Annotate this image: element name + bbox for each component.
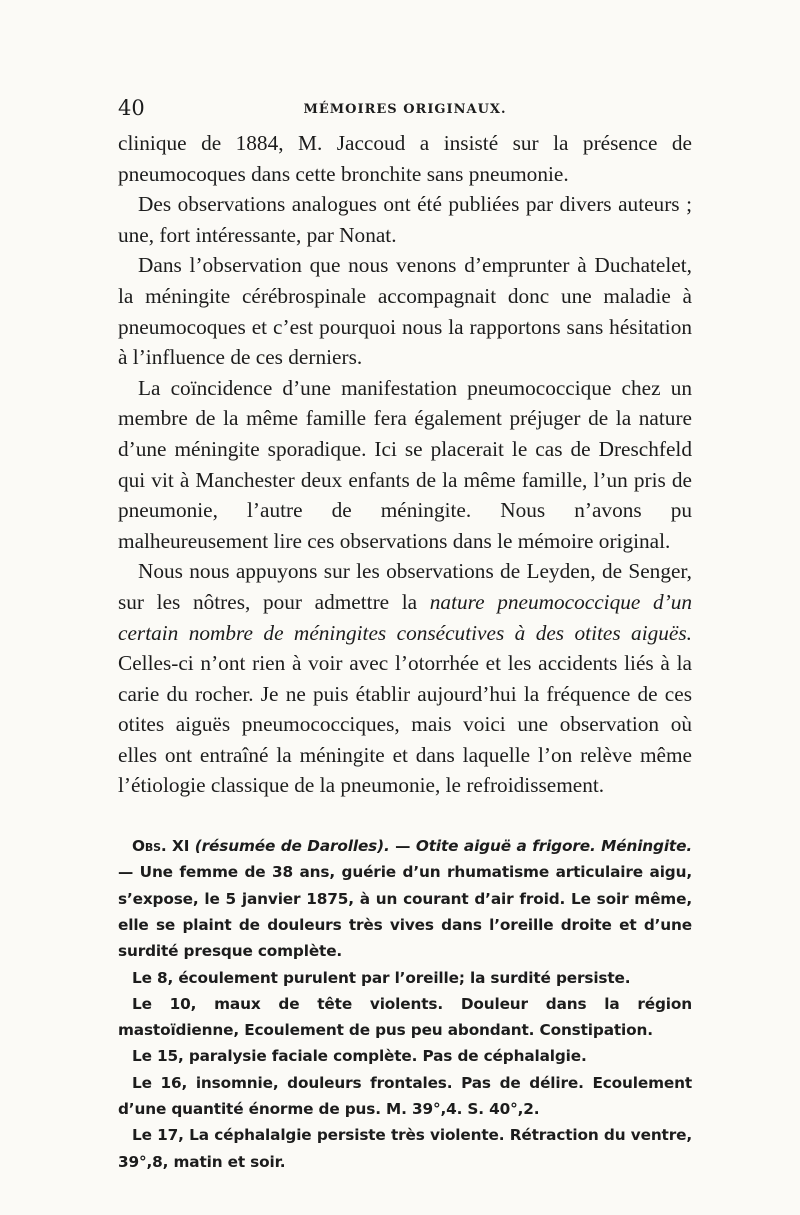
paragraph-1: clinique de 1884, M. Jaccoud a insisté sur la présence de pneumocoques dans cette bronchite sans pneumonie. <box>118 131 692 186</box>
running-head <box>118 96 692 126</box>
observation-dash-2: — <box>118 863 140 882</box>
observation-block <box>118 833 692 1175</box>
observation-entry: Le 10, maux de tête violents. Douleur dans la région mastoïdienne, Ecoulement de pus peu abondant. Constipation. <box>118 994 692 1040</box>
running-title: MÉMOIRES ORIGINAUX. <box>303 102 507 117</box>
paragraph-5-italic: nature pneumococcique d’un certain nombre de méningites consécutives à des otites aiguës. <box>118 589 692 645</box>
observation-entry: Le 16, insomnie, douleurs frontales. Pas de délire. Ecoulement d’une quantité énorme de pus. M. 39°,4. S. 40°,2. <box>118 1073 692 1119</box>
paragraph-5 <box>118 556 692 801</box>
paragraph-4: La coïncidence d’une manifestation pneumococcique chez un membre de la même famille fera également préjuger de la nature d’une méningite sporadique. Ici se placerait le cas de Dreschfeld qui vit à Manchester deux enfants de la même famille, l’un pris de pneumonie, l’autre de méningite. Nous n’avons pu malheureusement lire ces observations dans le mémoire original. <box>118 375 692 553</box>
observation-entry: Le 8, écoulement purulent par l’oreille; la surdité persiste. <box>132 968 631 987</box>
paragraph-2: Des observations analogues ont été publiées par divers auteurs ; une, fort intéressante, par Nonat. <box>118 192 692 247</box>
paragraph-5-end: Celles-ci n’ont rien à voir avec l’otorrhée et les accidents liés à la carie du rocher. Je ne puis établir aujourd’hui la fréquence de ces otites aiguës pneumococciques, mais voici une observation où elles ont entraîné la méningite et dans laquelle l’on relève même l’étiologie classique de la pneumonie, le refroidissement. <box>118 651 692 798</box>
observation-entry: Le 15, paralysie faciale complète. Pas de céphalalgie. <box>132 1047 587 1066</box>
page-number: 40 <box>118 96 145 120</box>
observation-source: (résumée de Darolles). <box>194 837 390 856</box>
body-text <box>118 128 692 801</box>
observation-title: Otite aiguë a frigore. Méningite. <box>415 837 692 856</box>
observation-entry: Le 17, La céphalalgie persiste très violente. Rétraction du ventre, 39°,8, matin et soir. <box>118 1126 692 1171</box>
paragraph-3: Dans l’observation que nous venons d’emprunter à Duchatelet, la méningite cérébrospinale accompagnait donc une maladie à pneumocoques et c’est pourquoi nous la rapportons sans hésitation à l’influence de ces derniers. <box>118 253 692 370</box>
observation-dash-1: — <box>389 837 416 856</box>
observation-intro-text: Une femme de 38 ans, guérie d’un rhumatisme articulaire aigu, s’expose, le 5 janvier 1875, à un courant d’air froid. Le soir même, elle se plaint de douleurs très vives dans l’oreille droite et d’une surdité presque complète. <box>118 863 693 961</box>
paragraph-5-start: Nous nous appuyons sur les observations de Leyden, de Senger, sur les nôtres, pour admettre la <box>118 559 692 614</box>
observation-label: Obs. XI <box>132 837 190 856</box>
observation-intro <box>118 833 692 964</box>
